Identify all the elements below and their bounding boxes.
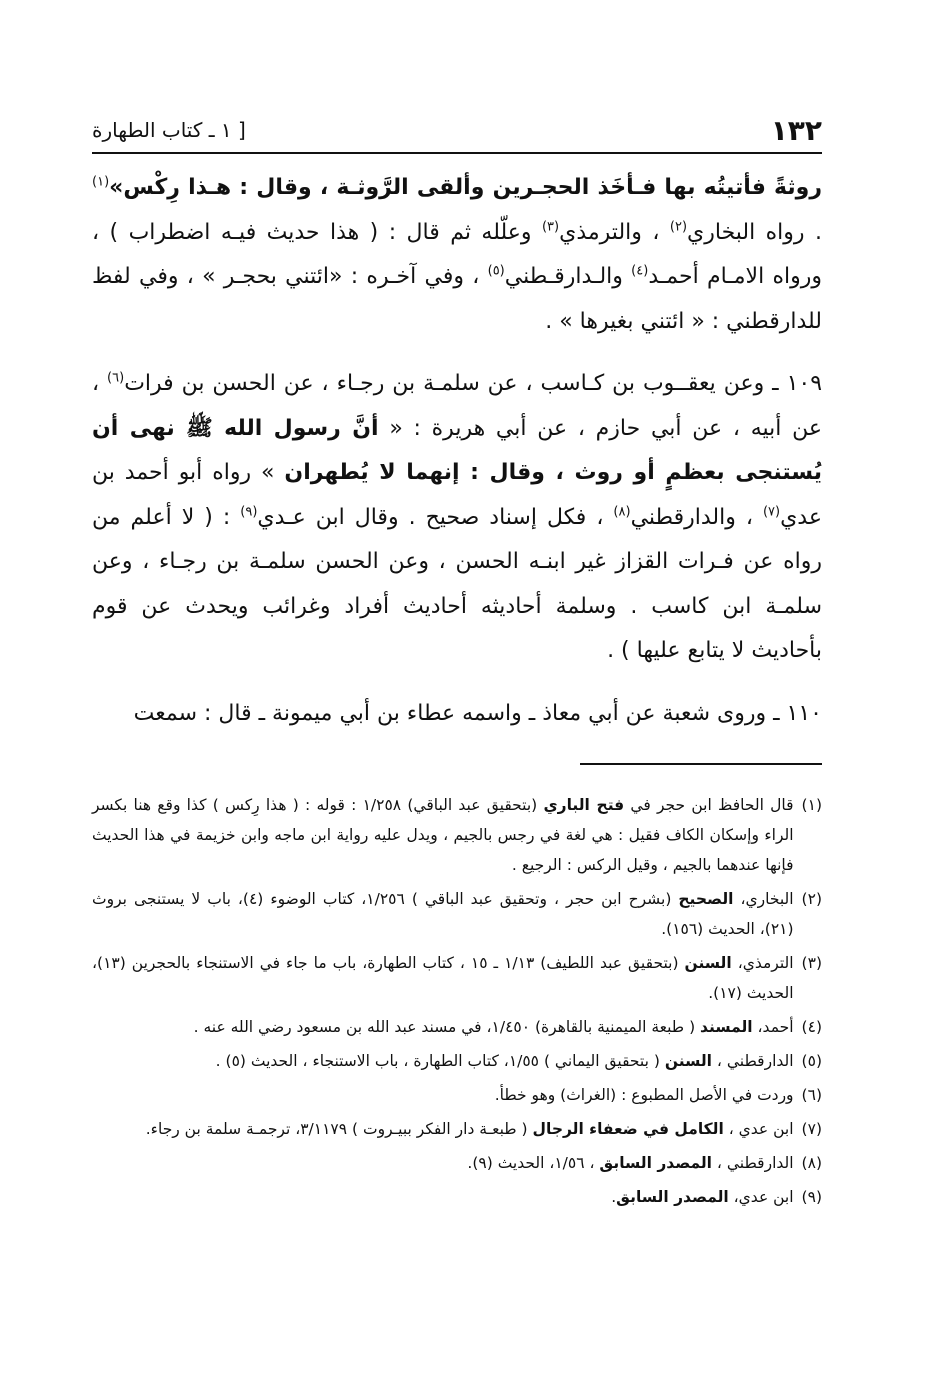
text-run: والـدارقـطني <box>504 264 632 289</box>
footnote-source-title: السنن <box>684 954 732 972</box>
text-run: ، والدارقطني <box>630 504 763 530</box>
text-run: ١٠٩ ـ وعن يعقــوب بن كـاسب ، عن سلمـة بن رجـاء ، عن الحسن بن فرات <box>124 371 823 396</box>
footnote <box>92 1012 822 1042</box>
footnote <box>92 1148 822 1178</box>
footnote-text: ( طبعة الميمنية بالقاهرة) ١/٤٥٠، في مسند عبد الله بن مسعود رضي الله عنه . <box>193 1018 701 1036</box>
footnote <box>92 1046 822 1076</box>
footnote-number: (٤) <box>801 1018 822 1036</box>
footnote-text: ( بتحقيق اليماني ) ١/٥٥، كتاب الطهارة ، باب الاستنجاء ، الحديث (٥) . <box>215 1052 665 1070</box>
footnote-source-title: الصحيح <box>678 890 734 908</box>
footnote <box>92 1114 822 1144</box>
main-text <box>92 166 822 736</box>
footnote-text: ابن عدي، <box>728 1188 794 1206</box>
footnote-number: (٢) <box>801 890 822 908</box>
footnote-ref-3: (٣) <box>541 219 560 235</box>
footnote-number: (٨) <box>801 1154 822 1172</box>
text-run: : ( لا أعلم من رواه عن فـرات القزاز غير ابنـه الحسن ، وعن الحسن سلمـة بن رجـاء ، وعن سلمـة ابن كاسب . وسلمة أحاديثه أحاديث أفراد وغرائب ويحدث عن قوم بأحاديث لا يتابع عليها ) . <box>92 504 822 663</box>
footnote-ref-1: (١) <box>92 174 110 190</box>
footnote-ref-6: (٦) <box>107 370 125 386</box>
footnote-text: ابن عدي ، <box>723 1120 794 1138</box>
chapter-title: [ ١ ـ كتاب الطهارة <box>92 118 246 142</box>
footnote <box>92 1080 822 1110</box>
hadith-quote: أنَّ رسول الله ﷺ نهى أن يُستنجى بعظمٍ أو روث ، وقال : إنهما لا يُطهران <box>92 415 822 485</box>
page-number: ١٣٢ <box>770 113 822 147</box>
footnote-number: (٥) <box>801 1052 822 1070</box>
footnote-source-title: المصدر السابق <box>616 1188 729 1206</box>
footnote-number: (١) <box>801 796 822 814</box>
footnote-separator <box>580 763 822 765</box>
footnotes <box>92 790 822 1216</box>
footnote-source-title: فتح الباري <box>543 796 625 814</box>
footnote <box>92 884 822 944</box>
page-header <box>92 108 822 154</box>
text-run: » رواه أبو أحمد بن عدي <box>92 460 822 530</box>
text-run: ، فكل إسناد صحيح . وقال ابن عـدي <box>257 504 614 530</box>
footnote-text: قال الحافظ ابن حجر في <box>624 796 794 814</box>
footnote <box>92 790 822 880</box>
text-run: ، عن أبيه ، عن أبي حازم ، عن أبي هريرة : « <box>92 371 822 441</box>
footnote-number: (٦) <box>801 1086 822 1104</box>
footnote-text: وردت في الأصل المطبوع : (الغراث) وهو خطأ. <box>494 1086 794 1104</box>
footnote-text: الدارقطني ، <box>712 1154 794 1172</box>
footnote-number: (٧) <box>801 1120 822 1138</box>
footnote-text: (بشرح ابن حجر ، وتحقيق عبد الباقي ) ١/٢٥٦، كتاب الوضوء (٤)، باب لا يستنجى بروث (٢١)، الحديث (١٥٦). <box>92 890 794 938</box>
footnote-source-title: السنن <box>664 1052 712 1070</box>
footnote-text: ، ١/٥٦، الحديث (٩). <box>467 1154 600 1172</box>
text-run: ١١٠ ـ وروى شعبة عن أبي معاذ ـ واسمه عطاء بن أبي ميمونة ـ قال : سمعت <box>133 700 822 726</box>
text-run: ، والترمذي <box>559 219 670 245</box>
footnote-source-title: المسند <box>700 1018 753 1036</box>
hadith-quote: روثةً فأتيتُه بها فـأخَذ الحجـرين وألقى الرَّوثـة ، وقال : هـذا رِكْس» <box>109 175 822 200</box>
footnote-source-title: الكامل في ضعفاء الرجال <box>532 1120 724 1138</box>
footnote-ref-5: (٥) <box>487 263 505 279</box>
footnote-ref-2: (٢) <box>669 219 688 235</box>
footnote-text: البخاري، <box>733 890 794 908</box>
footnote-number: (٣) <box>801 954 822 972</box>
footnote-ref-9: (٩) <box>240 504 258 520</box>
text-run: ، وفي آخـره : «ائتني بحجـر » ، وفي لفظ للدارقطني : « ائتني بغيرها » . <box>92 264 822 334</box>
footnote-ref-8: (٨) <box>613 504 631 520</box>
footnote-text: الترمذي، <box>731 954 794 972</box>
footnote-text: . <box>611 1188 617 1206</box>
footnote-text: أحمد، <box>752 1018 794 1036</box>
paragraph-1 <box>92 166 822 344</box>
paragraph-109 <box>92 362 822 674</box>
footnote-text: (بتحقيق عبد اللطيف) ١/١٣ ـ ١٥ ، كتاب الطهارة، باب ما جاء في الاستنجاء بالحجرين (١٣)، الحديث (١٧). <box>92 954 794 1002</box>
text-run: . رواه البخاري <box>687 219 822 245</box>
footnote <box>92 948 822 1008</box>
footnote-ref-4: (٤) <box>631 263 649 279</box>
footnote <box>92 1182 822 1212</box>
footnote-text: (بتحقيق عبد الباقي) ١/٢٥٨ : قوله : ( هذا رِكس ) كذا وقع هنا بكسر الراء وإسكان الكاف فقيل : هي لغة في رجس بالجيم ، ويدل عليه رواية ابن ماجه وابن خزيمة في هذا الحديث فإنها عندهما بالجيم ، وقيل الركس : الرجيع . <box>92 796 794 874</box>
footnote-text: ( طبعـة دار الفكر ببيـروت ) ٣/١١٧٩، ترجمـة سلمة بن رجاء. <box>145 1120 533 1138</box>
footnote-number: (٩) <box>801 1188 822 1206</box>
paragraph-110 <box>92 692 822 737</box>
footnote-text: الدارقطني ، <box>712 1052 794 1070</box>
footnote-source-title: المصدر السابق <box>599 1154 712 1172</box>
footnote-ref-7: (٧) <box>762 504 781 520</box>
text-run: وعلّله ثم قال : ( هذا حديث فيـه اضطراب ) ، ورواه الامـام أحمـد <box>92 219 822 289</box>
